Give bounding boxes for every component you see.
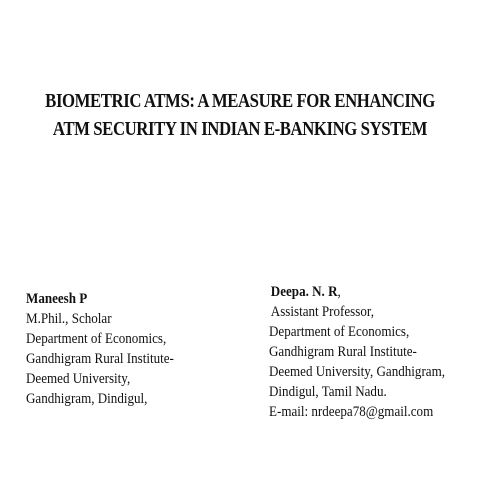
author-name-suffix: , <box>337 284 341 300</box>
author-block-2 <box>269 282 445 422</box>
author-affiliation-line: Department of Economics, <box>269 324 410 340</box>
author-affiliation-line: Department of Economics, <box>26 331 167 347</box>
author-affiliation-line: Deemed University, <box>26 371 131 387</box>
author-affiliation-line: Gandhigram, Dindigul, <box>26 391 148 407</box>
author-affiliation-line: Gandhigram Rural Institute- <box>26 351 174 367</box>
title-line-2: ATM SECURITY IN INDIAN E-BANKING SYSTEM <box>52 119 428 140</box>
author-affiliation-line: Deemed University, Gandhigram, <box>269 364 446 380</box>
author-affiliation-line: Assistant Professor, <box>270 304 374 320</box>
author-name-row <box>269 282 445 302</box>
author-affiliation-line: Gandhigram Rural Institute- <box>269 344 417 360</box>
title-line-1: BIOMETRIC ATMS: A MEASURE FOR ENHANCING <box>45 91 435 112</box>
author-name: Deepa. N. R <box>270 284 338 300</box>
paper-title <box>34 88 447 144</box>
author-affiliation-line: M.Phil., Scholar <box>26 311 112 327</box>
author-block-1 <box>26 289 174 409</box>
author-name: Maneesh P <box>26 291 88 307</box>
author-affiliation-line: Dindigul, Tamil Nadu. <box>269 384 387 400</box>
author-email: E-mail: nrdeepa78@gmail.com <box>269 404 434 420</box>
